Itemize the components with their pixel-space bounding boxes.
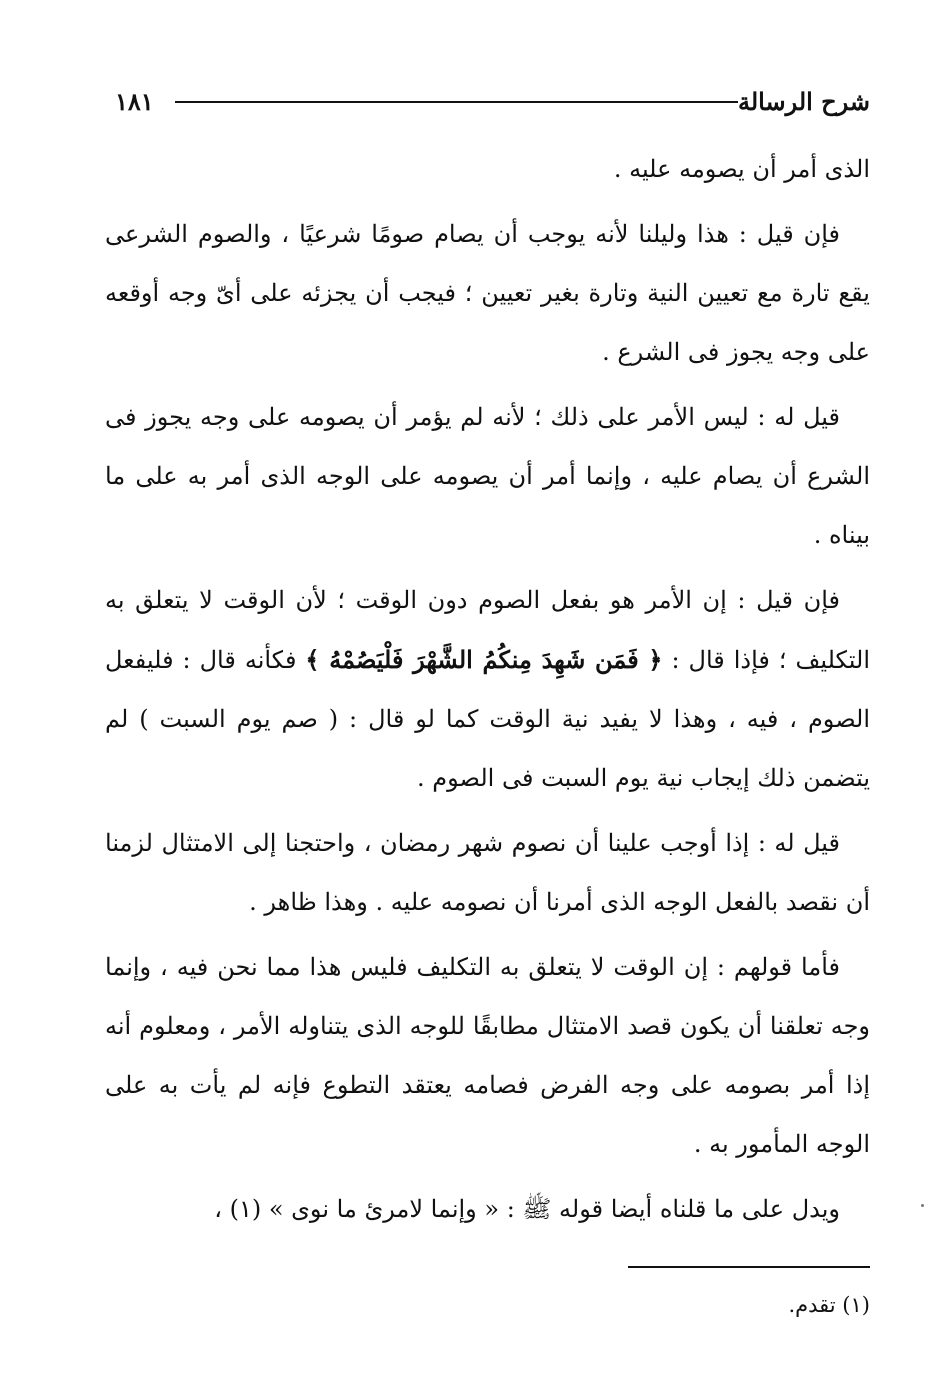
paragraph-3: قيل له : ليس الأمر على ذلك ؛ لأنه لم يؤمر أن يصومه على وجه يجوز فى الشرع أن يصام عليه ، وإنما أمر أن يصومه على الوجه الذى أمر به على ما بيناه . [105, 403, 870, 549]
footnote: (١) تقدم. [788, 1293, 870, 1317]
header-rule [175, 101, 738, 103]
paragraph-7: ويدل على ما قلناه أيضا قوله ﷺ : « وإنما لامرئ ما نوى » (١) ، [214, 1195, 840, 1223]
paragraph-4-before: فإن قيل : إن الأمر هو بفعل الصوم دون الوقت ؛ لأن الوقت لا يتعلق به التكليف ؛ فإذا قال : [105, 586, 870, 674]
paragraph-5: قيل له : إذا أوجب علينا أن نصوم شهر رمضان ، واحتجنا إلى الامتثال لزمنا أن نقصد بالفعل الوجه الذى أمرنا أن نصومه عليه . وهذا ظاهر . [105, 829, 870, 916]
quran-verse: ﴿ فَمَن شَهِدَ مِنكُمُ الشَّهْرَ فَلْيَصُمْهُ ﴾ [305, 645, 663, 674]
paragraph-2: فإن قيل : هذا وليلنا لأنه يوجب أن يصام صومًا شرعيًا ، والصوم الشرعى يقع تارة مع تعيين النية وتارة بغير تعيين ؛ فيجب أن يجزئه على أىّ وجه أوقعه على وجه يجوز فى الشرع . [105, 220, 870, 366]
paragraph-1: الذى أمر أن يصومه عليه . [613, 155, 870, 183]
margin-speck [921, 1204, 924, 1207]
page-number: ١٨١ [115, 87, 154, 116]
paragraph-4-after: فكأنه قال : فليفعل الصوم ، فيه ، وهذا لا يفيد نية الوقت كما لو قال : ( صم يوم السبت ) لم يتضمن ذلك إيجاب نية يوم السبت فى الصوم . [105, 646, 870, 792]
paragraph-6: فأما قولهم : إن الوقت لا يتعلق به التكليف فليس هذا مما نحن فيه ، وإنما وجه تعلقنا أن يكون قصد الامتثال مطابقًا للوجه الذى يتناوله الأمر ، ومعلوم أنه إذا أمر بصومه على وجه الفرض فصامه يعتقد التطوع فإنه لم يأت به على الوجه المأمور به . [105, 953, 870, 1158]
body-text [105, 140, 870, 1245]
page-header [105, 82, 870, 122]
running-title: شرح الرسالة [737, 87, 870, 116]
footnote-rule [628, 1266, 870, 1268]
paragraph-4 [105, 571, 870, 808]
